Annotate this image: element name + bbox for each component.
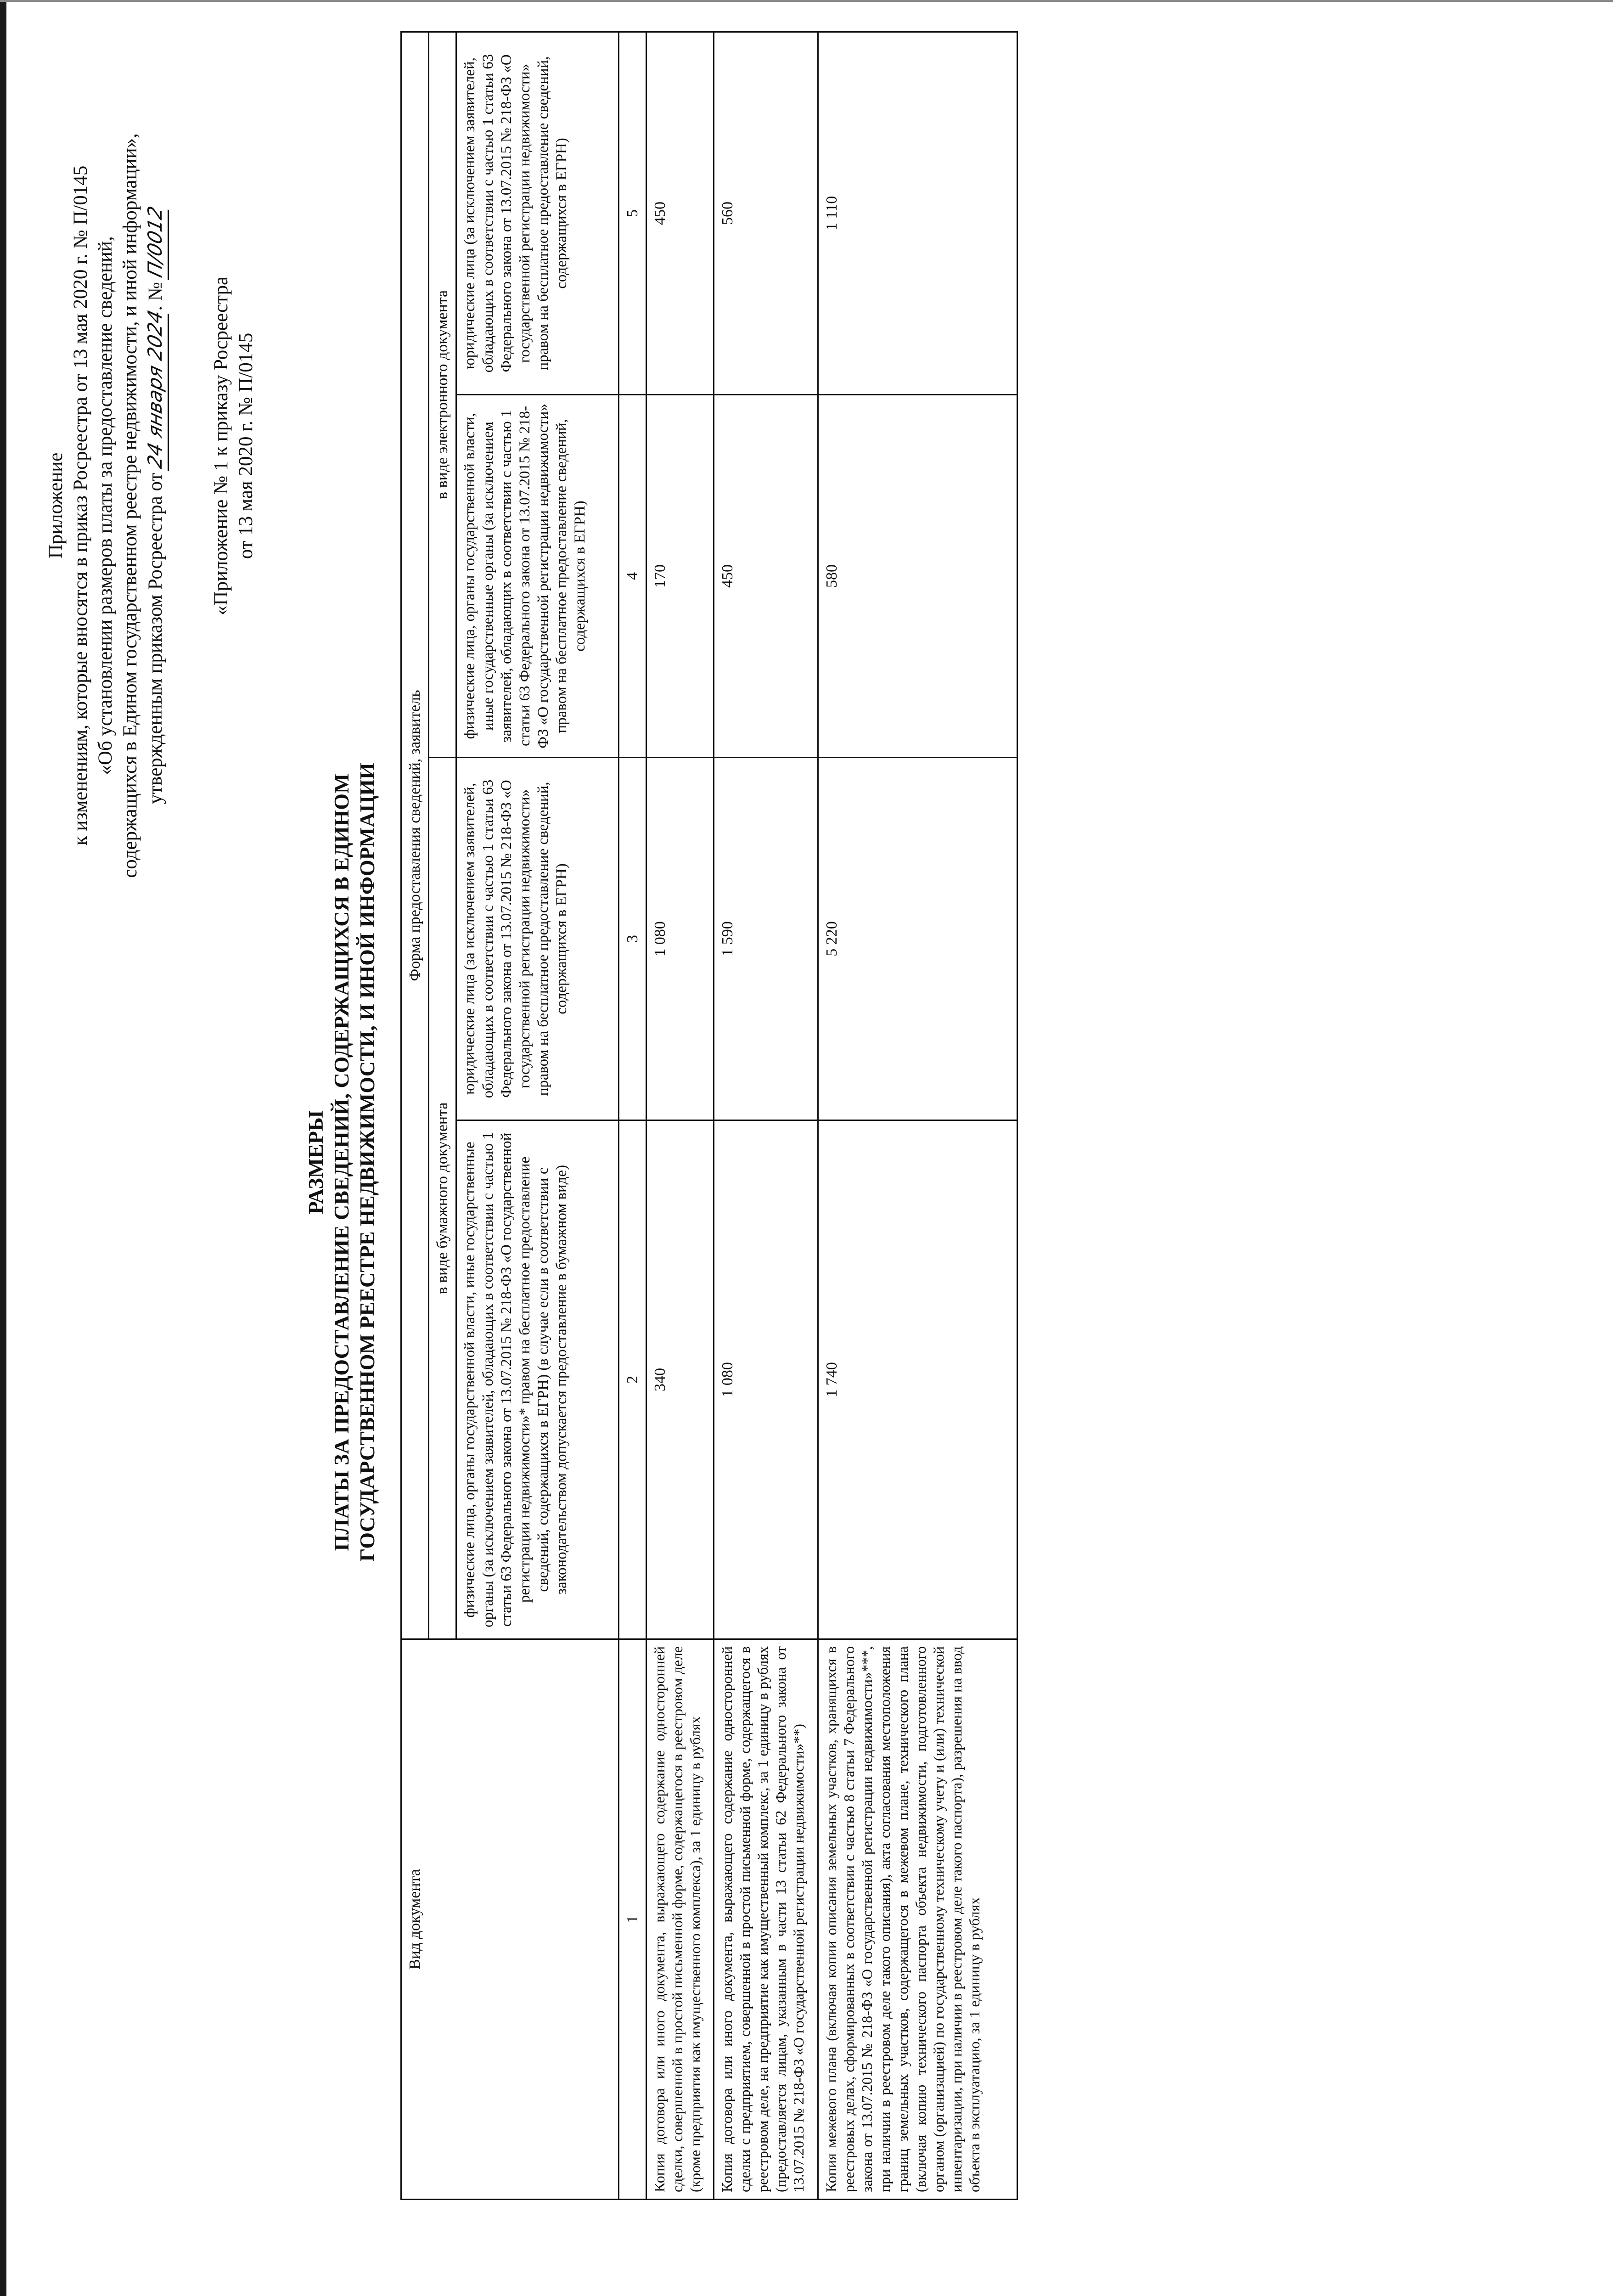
fee-value: 170 xyxy=(646,395,714,758)
header-line: «Об установлении размеров платы за предоставление сведений, xyxy=(95,236,116,775)
title-line: ПЛАТЫ ЗА ПРЕДОСТАВЛЕНИЕ СВЕДЕНИЙ, СОДЕРЖАЩИХСЯ В ЕДИНОМ xyxy=(330,773,353,1551)
header-paper: в виде бумажного документа xyxy=(429,758,456,1639)
table-row xyxy=(714,32,818,2200)
header-line: к изменениям, которые вносятся в приказ Росреестра от 13 мая 2020 г. № П/0145 xyxy=(70,165,91,846)
column-number: 3 xyxy=(619,758,646,1120)
header-applicant-paper-individuals: физические лица, органы государственной власти, иные государственные органы (за исключением заявителей, обладающих в соответствии с частью 1 статьи 63 Федерального закона от 13.07.2015 № 218-ФЗ «О государственной регистрации недвижимости»* правом на бесплатное предоставление сведений, содержащихся в ЕГРН) (в случае если в соответствии с законодательством допускается предоставление в бумажном виде) xyxy=(456,1120,619,1639)
header-applicant-paper-legal: юридические лица (за исключением заявителей, обладающих в соответствии с частью 1 статьи 63 Федерального закона от 13.07.2015 № 218-ФЗ «О государственной регистрации недвижимости» правом на бесплатное предоставление сведений, содержащихся в ЕГРН) xyxy=(456,758,619,1120)
fee-value: 560 xyxy=(714,32,818,395)
row-description: Копия договора или иного документа, выражающего содержание односторонней сделки, совершенной в простой письменной форме, содержащегося в реестровом деле (кроме предприятия как имущественного комплекса), за 1 единицу в рублях xyxy=(646,1639,714,2200)
title-line: ГОСУДАРСТВЕННОМ РЕЕСТРЕ НЕДВИЖИМОСТИ, И ИНОЙ ИНФОРМАЦИИ xyxy=(355,763,379,1562)
header-electronic: в виде электронного документа xyxy=(429,32,456,758)
header-doc-type: Вид документа xyxy=(401,1639,619,2200)
fee-value: 450 xyxy=(714,395,818,758)
appendix-header xyxy=(44,83,169,928)
header-applicant-electronic-individuals: физические лица, органы государственной власти, иные государственные органы (за исключением заявителей, обладающих в соответствии с частью 1 статьи 63 Федерального закона от 13.07.2015 № 218-ФЗ «О государственной регистрации недвижимости» правом на бесплатное предоставление сведений, содержащихся в ЕГРН) xyxy=(456,395,619,758)
header-approved-line xyxy=(143,83,169,928)
appendix-1-note xyxy=(209,216,259,675)
fee-value: 5 220 xyxy=(818,758,1017,1120)
fee-value: 1 590 xyxy=(714,758,818,1120)
approved-prefix: утвержденным приказом Росреестра от xyxy=(145,473,166,805)
appendix-note-line: «Приложение № 1 к приказу Росреестра xyxy=(210,276,232,616)
header-line: Приложение xyxy=(45,452,67,559)
fee-value: 340 xyxy=(646,1120,714,1639)
column-number: 1 xyxy=(619,1639,646,2200)
fee-value: 1 110 xyxy=(818,32,1017,395)
row-description: Копия договора или иного документа, выражающего содержание односторонней сделки с предприятием, совершенной в простой письменной форме, содержащегося в реестровом деле, на предприятие как имущественный комплекс, за 1 единицу в рублях (предоставляется лицам, указанным в части 13 статьи 62 Федерального закона от 13.07.2015 № 218-ФЗ «О государственной регистрации недвижимости»**) xyxy=(714,1639,818,2200)
table-row xyxy=(646,32,714,2200)
fee-value: 1 080 xyxy=(646,758,714,1120)
column-number: 4 xyxy=(619,395,646,758)
header-form: Форма предоставления сведений, заявитель xyxy=(401,32,429,1639)
row-description: Копия межевого плана (включая копии описания земельных участков, хранящихся в реестровых делах, сформированных в соответствии с частью 8 статьи 7 Федерального закона от 13.07.2015 № 218-ФЗ «О государственной регистрации недвижимости»***, при наличии в реестровом деле такого описания), акта согласования местоположения границ земельных участков, содержащегося в межевом плане, технического плана (включая копию технического паспорта объекта недвижимости, подготовленного органом (организацией) по государственному техническому учету и (или) технической инвентаризации, при наличии в реестровом деле такого паспорта), разрешения на ввод объекта в эксплуатацию, за 1 единицу в рублях xyxy=(818,1639,1017,2200)
table-row xyxy=(818,32,1017,2200)
handwritten-order-number: П/0012 xyxy=(143,204,169,281)
title-line: РАЗМЕРЫ xyxy=(304,1110,327,1214)
fee-value: 1 740 xyxy=(818,1120,1017,1639)
fee-value: 1 080 xyxy=(714,1120,818,1639)
header-line: содержащихся в Едином государственном реестре недвижимости, и иной информации», xyxy=(119,133,141,878)
document-title xyxy=(303,428,380,1897)
column-number: 5 xyxy=(619,32,646,395)
column-number: 2 xyxy=(619,1120,646,1639)
handwritten-date: 24 января 2024 xyxy=(143,308,169,471)
header-applicant-electronic-legal: юридические лица (за исключением заявителей, обладающих в соответствии с частью 1 статьи 63 Федерального закона от 13.07.2015 № 218-ФЗ «О государственной регистрации недвижимости» правом на бесплатное предоставление сведений, содержащихся в ЕГРН) xyxy=(456,32,619,395)
fee-value: 450 xyxy=(646,32,714,395)
appendix-note-line: от 13 мая 2020 г. № П/0145 xyxy=(235,332,257,559)
fees-table xyxy=(400,31,1018,2200)
fee-value: 580 xyxy=(818,395,1017,758)
approved-number-label: . № xyxy=(145,282,166,311)
